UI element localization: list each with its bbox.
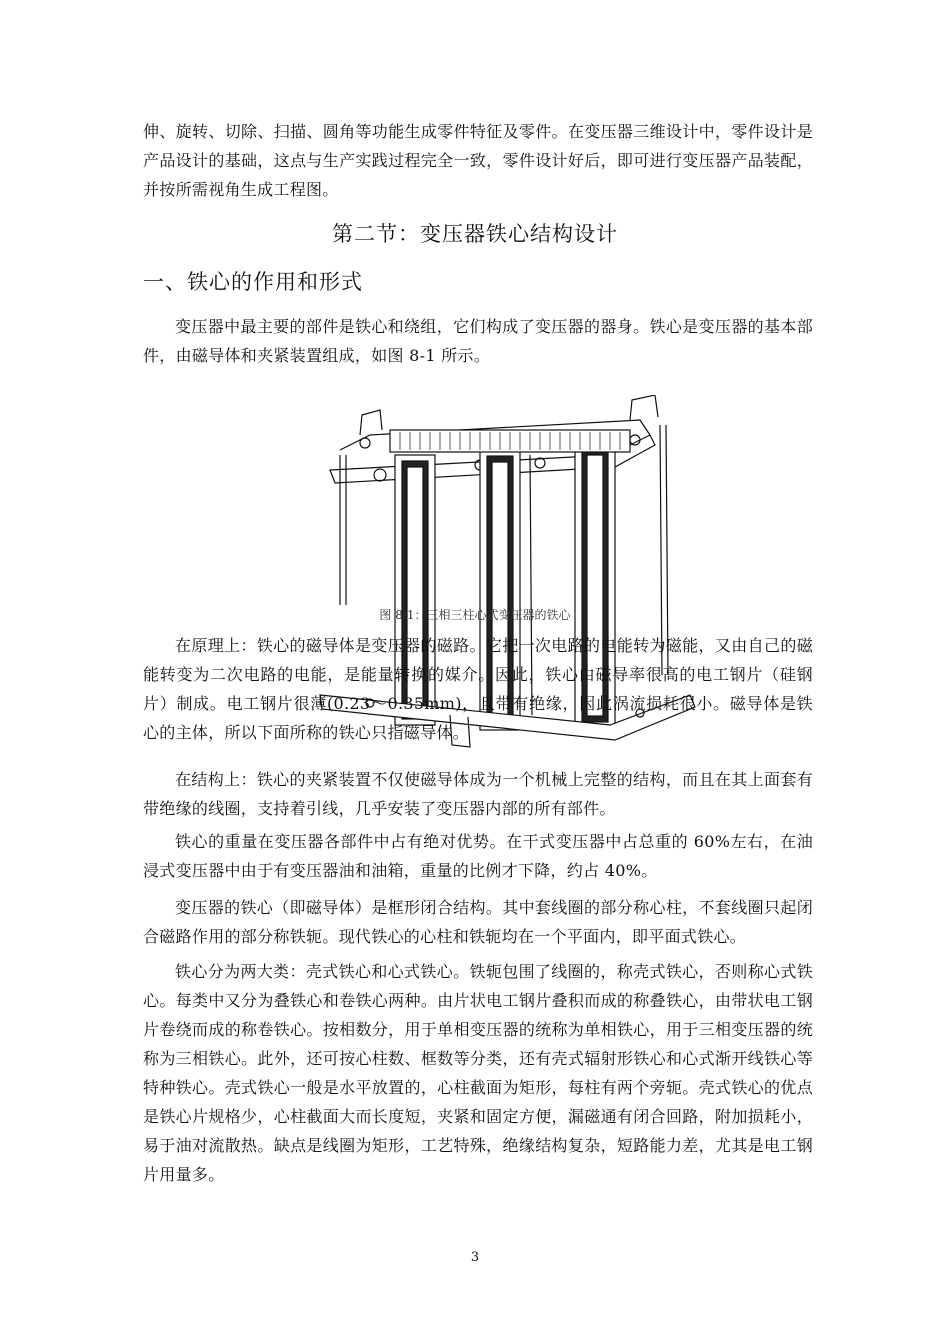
paragraph-6: 铁心分为两大类：壳式铁心和心式铁心。铁轭包围了线圈的，称壳式铁心，否则称心式铁心。每类中又分为叠铁心和卷铁心两种。由片状电工钢片叠积而成的称叠铁心，由带状电工钢片卷绕而成的称卷铁心。按相数分，用于单相变压器的统称为单相铁心，用于三相变压器的统称为三相铁心。此外，还可按心柱数、框数等分类，还有壳式辐射形铁心和心式渐开线铁心等特种铁心。壳式铁心一般是水平放置的，心柱截面为矩形，每柱有两个旁轭。壳式铁心的优点是铁心片规格少，心柱截面大而长度短，夹紧和固定方便，漏磁通有闭合回路，附加损耗小，易于油对流散热。缺点是线圈为矩形，工艺特殊，绝缘结构复杂，短路能力差，尤其是电工钢片用量多。 [143,962,813,1184]
paragraph-3: 在结构上：铁心的夹紧装置不仅使磁导体成为一个机械上完整的结构，而且在其上面套有带绝缘的线圈，支持着引线，几乎安装了变压器内部的所有部件。 [143,770,813,818]
figure-caption: 图 8-1：三相三柱心式变压器的铁心 [379,608,571,622]
paragraph-1: 变压器中最主要的部件是铁心和绕组，它们构成了变压器的器身。铁心是变压器的基本部件，由磁导体和夹紧装置组成，如图 8-1 所示。 [143,317,813,365]
paragraph-2: 在原理上：铁心的磁导体是变压器的磁路。它把一次电路的电能转为磁能，又由自己的磁能转变为二次电路的电能，是能量转换的媒介。因此，铁心由磁导率很高的电工钢片（硅钢片）制成。电工钢片很薄(0.23～0.35mm)，且带有绝缘，因此涡流损耗很小。磁导体是铁心的主体，所以下面所称的铁心只指磁导体。 [143,636,813,742]
intro-paragraph: 伸、旋转、切除、扫描、圆角等功能生成零件特征及零件。在变压器三维设计中，零件设计是产品设计的基础，这点与生产实践过程完全一致，零件设计好后，即可进行变压器产品装配，并按所需视角生成工程图。 [143,122,813,199]
section-title: 第二节：变压器铁心结构设计 [332,222,618,246]
page-number: 3 [470,1250,480,1265]
paragraph-5: 变压器的铁心（即磁导体）是框形闭合结构。其中套线圈的部分称心柱，不套线圈只起闭合磁路作用的部分称铁轭。现代铁心的心柱和铁轭均在一个平面内，即平面式铁心。 [143,898,813,946]
paragraph-4: 铁心的重量在变压器各部件中占有绝对优势。在干式变压器中占总重的 60%左右，在油浸式变压器中由于有变压器油和油箱，重量的比例才下降，约占 40%。 [143,832,813,880]
subsection-title: 一、铁心的作用和形式 [143,270,363,294]
